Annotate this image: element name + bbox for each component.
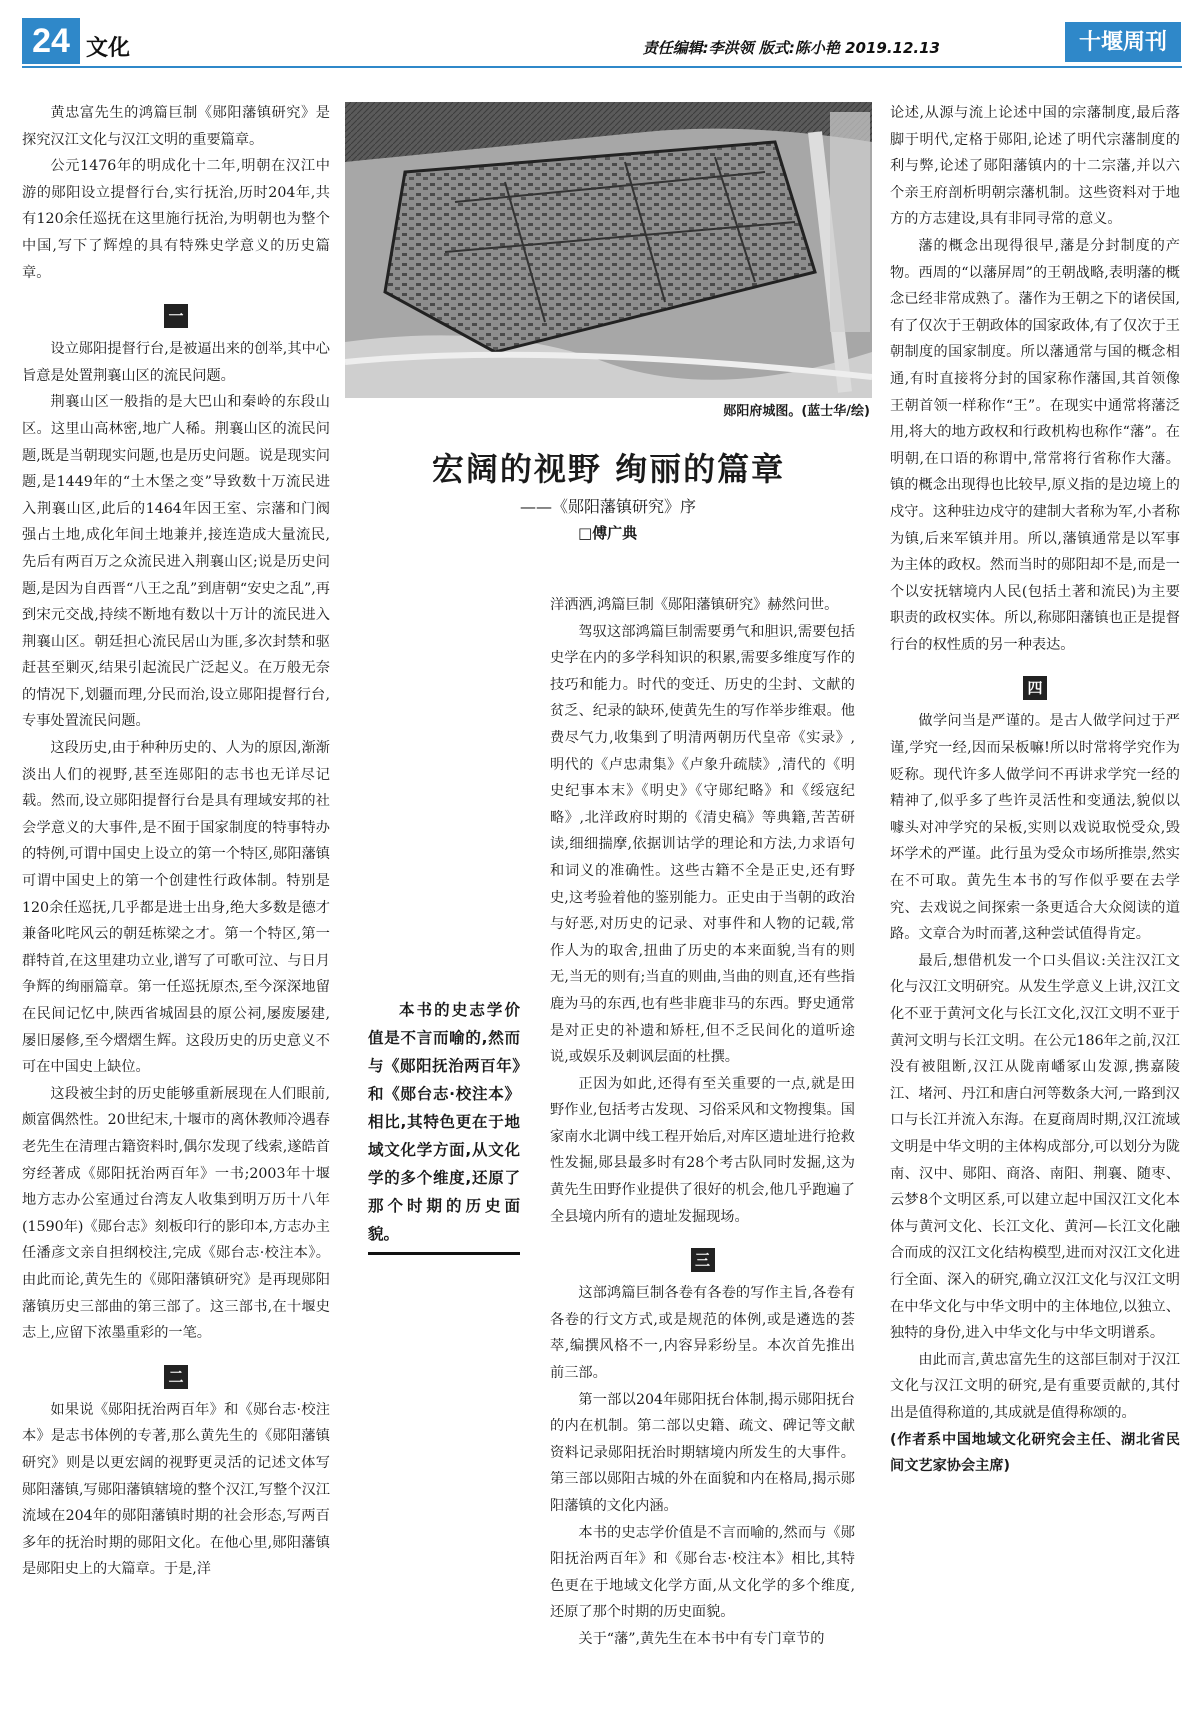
page-number: 24	[22, 18, 80, 64]
paragraph: 论述,从源与流上论述中国的宗藩制度,最后落脚于明代,定格于郧阳,论述了明代宗藩制度的利与弊,论述了郧阳藩镇内的十二宗藩,并以六个亲王府剖析明朝宗藩机制。这些资料对于地方的方志建设,具有非同寻常的意义。	[890, 105, 1180, 228]
paragraph: 藩的概念出现得很早,藩是分封制度的产物。西周的“以藩屏周”的王朝战略,表明藩的概念已经非常成熟了。藩作为王朝之下的诸侯国,有了仅次于王朝政体的国家政体,有了仅次于王朝制度的国家制度。所以藩通常与国的概念相通,有时直接将分封的国家称作藩国,其首领像王朝首领一样称作“王”。在现实中通常将藩泛用,将大的地方政权和行政机构也称作“藩”。在明朝,在口语的称谓中,常常将行省称作大藩。镇的概念出现得也比较早,原义指的是边境上的戍守。这种驻边戍守的建制大者称为军,小者称为镇,后来军镇并用。所以,藩镇通常是以军事为主体的政权。然而当时的郧阳却不是,而是一个以安抚辖境内人民(包括土著和流民)为主要职责的政权实体。所以,称郧阳藩镇也正是提督行台的权性质的另一种表达。	[890, 237, 1180, 653]
article-subtitle: ——《郧阳藩镇研究》序	[520, 497, 697, 516]
map-illustration	[345, 102, 872, 398]
paragraph: 正因为如此,还得有至关重要的一点,就是田野作业,包括考古发现、习俗采风和文物搜集。国家南水北调中线工程开始后,对库区遗址进行抢救性发掘,郧县最多时有28个考古队同时发掘,这为黄先生田野作业提供了很好的机会,他几乎跑遍了全县境内所有的遗址发掘现场。	[550, 1075, 855, 1225]
paragraph: 做学问当是严谨的。是古人做学问过于严谨,学究一经,因而呆板嘛!所以时常将学究作为贬称。现代许多人做学问不再讲求学究一经的精神了,似乎多了些许灵活性和变通法,貌似以噱头对冲学究的呆板,实则以戏说取悦受众,毁坏学术的严谨。此行虽为受众市场所推崇,然实在不可取。黄先生本书的写作似乎要在去学究、去戏说之间探索一条更适合大众阅读的道路。文章合为时而著,这种尝试值得肯定。	[890, 713, 1180, 943]
paragraph: 荆襄山区一般指的是大巴山和秦岭的东段山区。这里山高林密,地广人稀。荆襄山区的流民问题,既是当朝现实问题,也是历史问题。说是现实问题,是1449年的“土木堡之变”导致数十万流民进入荆襄山区,此后的1464年因王室、宗藩和门阀强占土地,成化年间土地兼并,接连造成大量流民,先后有两百万之众流民进入荆襄山区;说是历史问题,是因为自西晋“八王之乱”到唐朝“安史之乱”,再到宋元交战,持续不断地有数以十万计的流民进入荆襄山区。朝廷担心流民居山为匪,多次封禁和驱赶甚至剿灭,结果引起流民广泛起义。在万般无奈的情况下,划疆而理,分民而治,设立郧阳提督行台,专事处置流民问题。	[22, 394, 330, 730]
paragraph: 这部鸿篇巨制各卷有各卷的写作主旨,各卷有各卷的行文方式,或是规范的体例,或是遴选的荟萃,编撰风格不一,内容异彩纷呈。本次首先推出前三部。	[550, 1285, 855, 1382]
paragraph: 最后,想借机发一个口头倡议:关注汉江文化与汉江文明研究。从发生学意义上讲,汉江文化不亚于黄河文化与长江文化,汉江文明不亚于黄河文明与长江文明。在公元186年之前,汉江没有被阻断,汉江从陇南嶓冢山发源,携嘉陵江、堵河、丹江和唐白河等数条大河,一路到汉口与长江并流入东海。在夏商周时期,汉江流域文明是中华文明的主体构成部分,可以划分为陇南、汉中、郧阳、商洛、南阳、荆襄、随枣、云梦8个文明区系,可以建立起中国汉江文化本体与黄河文化、长江文化、黄河—长江文化融合而成的汉江文化结构模型,进而对汉江文化进行全面、深入的研究,确立汉江文化与汉江文明在中华文化与中华文明中的主体地位,以独立、独特的身份,进入中华文化与中华文明谱系。	[890, 952, 1180, 1342]
article-column-1	[22, 100, 330, 1583]
article-column-4	[890, 100, 1180, 1480]
paragraph: 公元1476年的明成化十二年,明朝在汉江中游的郧阳设立提督行台,实行抚治,历时204年,共有120余任巡抚在这里施行抚治,为明朝也为整个中国,写下了辉煌的具有特殊史学意义的历史篇章。	[22, 158, 330, 281]
article-author: □傅广典	[578, 524, 638, 542]
photo-caption: 郧阳府城图。(蓝士华/绘)	[723, 404, 870, 419]
article-column-3	[550, 592, 855, 1653]
city-map-image	[345, 102, 872, 398]
section-marker-4: 四	[1023, 676, 1047, 700]
pull-quote	[368, 994, 520, 1255]
paragraph: 第一部以204年郧阳抚台体制,揭示郧阳抚台的内在机制。第二部以史籍、疏文、碑记等文献资料记录郧阳抚治时期辖境内所发生的大事件。第三部以郧阳古城的外在面貌和内在格局,揭示郧阳藩镇的文化内涵。	[550, 1391, 855, 1514]
section-marker-2: 二	[164, 1365, 188, 1389]
author-bio: (作者系中国地域文化研究会主任、湖北省民间文艺家协会主席)	[890, 1431, 1180, 1475]
paragraph: 由此而言,黄忠富先生的这部巨制对于汉江文化与汉江文明的研究,是有重要贡献的,其付出是值得称道的,其成就是值得称颂的。	[890, 1351, 1180, 1421]
paragraph: 关于“藩”,黄先生在本书中有专门章节的	[578, 1630, 825, 1647]
paragraph: 本书的史志学价值是不言而喻的,然而与《郧阳抚治两百年》和《郧台志·校注本》相比,其特色更在于地域文化学方面,从文化学的多个维度,还原了那个时期的历史面貌。	[550, 1524, 855, 1621]
header-rule	[22, 66, 1182, 68]
paragraph: 这段被尘封的历史能够重新展现在人们眼前,颇富偶然性。20世纪末,十堰市的离休教师冷遇春老先生在清理古籍资料时,偶尔发现了线索,遂皓首穷经著成《郧阳抚治两百年》一书;2003年十堰地方志办公室通过台湾友人收集到明万历十八年(1590年)《郧台志》刻板印行的影印本,方志办主任潘彦文亲自担纲校注,完成《郧台志·校注本》。由此而论,黄先生的《郧阳藩镇研究》是再现郧阳藩镇历史三部曲的第三部了。这三部书,在十堰史志上,应留下浓墨重彩的一笔。	[22, 1085, 330, 1342]
paragraph: 驾驭这部鸿篇巨制需要勇气和胆识,需要包括史学在内的多学科知识的积累,需要多维度写作的技巧和能力。时代的变迁、历史的尘封、文献的贫乏、纪录的缺环,使黄先生的写作举步维艰。他费尽气力,收集到了明清两朝历代皇帝《实录》,明代的《卢忠肃集》《卢象升疏牍》,清代的《明史纪事本末》《明史》《守郧纪略》和《绥寇纪略》,北洋政府时期的《清史稿》等典籍,苦苦研读,细细揣摩,依据训诂学的理论和方法,力求语句和词义的准确性。这些古籍不全是正史,还有野史,这考验着他的鉴别能力。正史由于当朝的政治与好恶,对历史的记录、对事件和人物的记载,常作人为的取舍,扭曲了历史的本来面貌,当有的则无,当无的则有;当直的则曲,当曲的则直,还有些指鹿为马的东西,也有些非鹿非马的东西。野史通常是对正史的补遗和矫枉,但不乏民间化的道听途说,或娱乐及刺讽层面的杜撰。	[550, 623, 855, 1066]
pull-quote-text: 本书的史志学价值是不言而喻的,然而与《郧阳抚治两百年》和《郧台志·校注本》相比,其特色更在于地域文化学方面,从文化学的多个维度,还原了那个时期的历史面貌。	[368, 1001, 520, 1243]
page-header	[0, 0, 1200, 72]
paragraph: 洋洒洒,鸿篇巨制《郧阳藩镇研究》赫然问世。	[550, 597, 839, 613]
section-marker-1: 一	[164, 304, 188, 328]
article-title: 宏阔的视野 绚丽的篇章	[431, 450, 786, 488]
section-marker-3: 三	[691, 1248, 715, 1272]
masthead-logo: 十堰周刊	[1065, 22, 1181, 62]
section-name: 文化	[86, 36, 131, 61]
paragraph: 黄忠富先生的鸿篇巨制《郧阳藩镇研究》是探究汉江文化与汉江文明的重要篇章。	[22, 105, 330, 148]
editor-info: 责任编辑:李洪领 版式:陈小艳 2019.12.13	[642, 39, 940, 57]
paragraph: 如果说《郧阳抚治两百年》和《郧台志·校注本》是志书体例的专著,那么黄先生的《郧阳藩镇研究》则是以更宏阔的视野更灵活的记述文体写郧阳藩镇,写郧阳藩镇辖境的整个汉江,写整个汉江流域在204年的郧阳藩镇时期的社会形态,写两百多年的抚治时期的郧阳文化。在他心里,郧阳藩镇是郧阳史上的大篇章。于是,洋	[22, 1401, 330, 1578]
paragraph: 这段历史,由于种种历史的、人为的原因,渐渐淡出人们的视野,甚至连郧阳的志书也无详尽记载。然而,设立郧阳提督行台是具有理域安邦的社会学意义的大事件,是不囿于国家制度的特事特办的特例,可谓中国史上设立的第一个特区,郧阳藩镇可谓中国史上的第一个创建性行政体制。特别是120余任巡抚,几乎都是进士出身,绝大多数是德才兼备叱咤风云的朝廷栋梁之才。第一个特区,第一群特首,在这里建功立业,谱写了可歌可泣、与日月争辉的绚丽篇章。第一任巡抚原杰,至今深深地留在民间记忆中,陕西省城固县的原公祠,屡废屡建,屡旧屡修,至今熠熠生辉。这段历史的历史意义不可在中国史上缺位。	[22, 740, 330, 1076]
paragraph: 设立郧阳提督行台,是被逼出来的创举,其中心旨意是处置荆襄山区的流民问题。	[22, 341, 330, 384]
